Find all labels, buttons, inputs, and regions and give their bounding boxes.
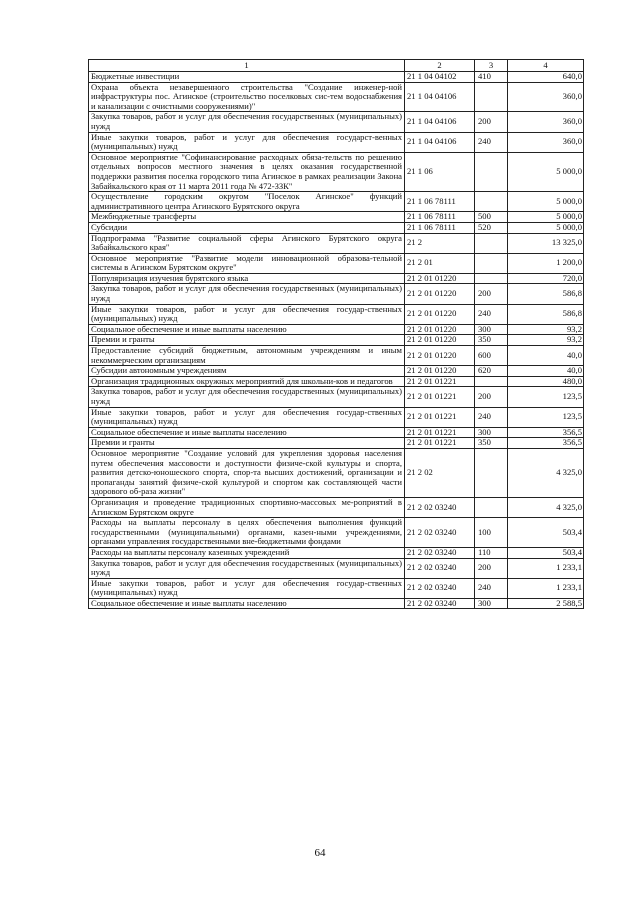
table-row bbox=[89, 233, 584, 253]
row-name: Закупка товаров, работ и услуг для обеспечения государственных (муниципальных) нужд bbox=[89, 387, 405, 407]
row-name: Охрана объекта незавершенного строительства "Создание инженер-ной инфраструктуры пос. Агинское (строительство поселковых сис-тем водоснабжения и канализации с очистными сооружениями)" bbox=[89, 82, 405, 112]
table-row bbox=[89, 438, 584, 449]
row-type: 520 bbox=[475, 222, 508, 233]
row-sum: 586,8 bbox=[508, 304, 584, 324]
row-type: 110 bbox=[475, 547, 508, 558]
row-code: 21 1 04 04102 bbox=[405, 72, 475, 83]
row-sum: 93,2 bbox=[508, 335, 584, 346]
row-type: 240 bbox=[475, 578, 508, 598]
row-name: Расходы на выплаты персоналу в целях обеспечения выполнения функций государственными (муниципальными) органами, казен-ными учреждениями, органами управления государственными вне-бюджетными фондами bbox=[89, 518, 405, 548]
row-name: Предоставление субсидий бюджетным, автономным учреждениям и иным некоммерческим организациям bbox=[89, 346, 405, 366]
row-type bbox=[475, 497, 508, 517]
row-type: 300 bbox=[475, 598, 508, 609]
row-sum: 503,4 bbox=[508, 518, 584, 548]
row-code: 21 2 01 01221 bbox=[405, 376, 475, 387]
row-code: 21 2 01 01220 bbox=[405, 366, 475, 377]
table-body bbox=[89, 72, 584, 609]
row-code: 21 2 01 01220 bbox=[405, 284, 475, 304]
row-sum: 2 588,5 bbox=[508, 598, 584, 609]
row-name: Бюджетные инвестиции bbox=[89, 72, 405, 83]
row-type: 600 bbox=[475, 346, 508, 366]
row-sum: 586,8 bbox=[508, 284, 584, 304]
row-name: Основное мероприятие "Создание условий для укрепления здоровья населения путем обеспечения массовости и доступности физиче-ской культуры и спорта, развития детско-юношеского спорта, спор-та высших достижений, организации и пропаганды занятий физиче-ской культурой и спортом как составляющей части здорового об-раза жизни" bbox=[89, 448, 405, 497]
table-row bbox=[89, 72, 584, 83]
row-name: Организация и проведение традиционных спортивно-массовых ме-роприятий в Агинском Бурятском округе bbox=[89, 497, 405, 517]
table-row bbox=[89, 366, 584, 377]
row-type: 240 bbox=[475, 132, 508, 152]
row-sum: 356,5 bbox=[508, 438, 584, 449]
table-row bbox=[89, 346, 584, 366]
budget-table bbox=[88, 59, 584, 609]
table-row bbox=[89, 192, 584, 212]
row-type bbox=[475, 376, 508, 387]
row-type: 500 bbox=[475, 212, 508, 223]
row-sum: 5 000,0 bbox=[508, 192, 584, 212]
budget-table-sheet bbox=[88, 59, 583, 609]
table-row bbox=[89, 335, 584, 346]
row-code: 21 1 04 04106 bbox=[405, 82, 475, 112]
row-code: 21 1 06 78111 bbox=[405, 192, 475, 212]
row-code: 21 2 01 01220 bbox=[405, 304, 475, 324]
row-name: Осуществление городским округом "Поселок Агинское" функций административного центра Агинского Бурятского округа bbox=[89, 192, 405, 212]
row-type: 350 bbox=[475, 438, 508, 449]
header-col-name: 1 bbox=[89, 60, 405, 72]
row-code: 21 2 01 01220 bbox=[405, 335, 475, 346]
header-row bbox=[89, 60, 584, 72]
row-name: Иные закупки товаров, работ и услуг для обеспечения государ-ственных (муниципальных) нужд bbox=[89, 304, 405, 324]
row-name: Основное мероприятие "Развитие модели инновационной образова-тельной системы в Агинском Бурятском округе" bbox=[89, 253, 405, 273]
row-type bbox=[475, 82, 508, 112]
row-code: 21 2 02 03240 bbox=[405, 578, 475, 598]
row-name: Субсидии bbox=[89, 222, 405, 233]
table-row bbox=[89, 212, 584, 223]
row-sum: 360,0 bbox=[508, 132, 584, 152]
row-code: 21 2 02 03240 bbox=[405, 598, 475, 609]
row-name: Социальное обеспечение и иные выплаты населению bbox=[89, 598, 405, 609]
table-row bbox=[89, 304, 584, 324]
row-code: 21 2 01 01220 bbox=[405, 346, 475, 366]
table-row bbox=[89, 132, 584, 152]
table-row bbox=[89, 273, 584, 284]
row-sum: 720,0 bbox=[508, 273, 584, 284]
table-row bbox=[89, 407, 584, 427]
row-name: Социальное обеспечение и иные выплаты населению bbox=[89, 324, 405, 335]
row-sum: 503,4 bbox=[508, 547, 584, 558]
row-sum: 4 325,0 bbox=[508, 497, 584, 517]
row-name: Премии и гранты bbox=[89, 335, 405, 346]
row-code: 21 2 01 01221 bbox=[405, 407, 475, 427]
row-type bbox=[475, 152, 508, 191]
row-name: Иные закупки товаров, работ и услуг для обеспечения государст-венных (муниципальных) нужд bbox=[89, 132, 405, 152]
row-type: 200 bbox=[475, 558, 508, 578]
table-row bbox=[89, 222, 584, 233]
row-type: 240 bbox=[475, 304, 508, 324]
row-type: 200 bbox=[475, 112, 508, 132]
row-sum: 123,5 bbox=[508, 387, 584, 407]
row-code: 21 1 04 04106 bbox=[405, 132, 475, 152]
row-type: 240 bbox=[475, 407, 508, 427]
row-sum: 4 325,0 bbox=[508, 448, 584, 497]
row-name: Межбюджетные трансферты bbox=[89, 212, 405, 223]
row-code: 21 1 04 04106 bbox=[405, 112, 475, 132]
row-type: 100 bbox=[475, 518, 508, 548]
row-sum: 640,0 bbox=[508, 72, 584, 83]
row-name: Расходы на выплаты персоналу казенных учреждений bbox=[89, 547, 405, 558]
row-sum: 40,0 bbox=[508, 346, 584, 366]
header-col-code: 2 bbox=[405, 60, 475, 72]
row-code: 21 2 01 bbox=[405, 253, 475, 273]
header-col-type: 3 bbox=[475, 60, 508, 72]
table-row bbox=[89, 387, 584, 407]
row-code: 21 2 02 03240 bbox=[405, 558, 475, 578]
row-type: 300 bbox=[475, 427, 508, 438]
row-name: Популяризация изучения бурятского языка bbox=[89, 273, 405, 284]
row-sum: 480,0 bbox=[508, 376, 584, 387]
row-name: Закупка товаров, работ и услуг для обеспечения государственных (муниципальных) нужд bbox=[89, 112, 405, 132]
page-number: 64 bbox=[314, 847, 326, 859]
row-name: Социальное обеспечение и иные выплаты населению bbox=[89, 427, 405, 438]
table-row bbox=[89, 598, 584, 609]
row-code: 21 1 06 bbox=[405, 152, 475, 191]
row-sum: 123,5 bbox=[508, 407, 584, 427]
table-row bbox=[89, 497, 584, 517]
row-name: Премии и гранты bbox=[89, 438, 405, 449]
row-type: 410 bbox=[475, 72, 508, 83]
row-sum: 93,2 bbox=[508, 324, 584, 335]
row-name: Закупка товаров, работ и услуг для обеспечения государственных (муниципальных) нужд bbox=[89, 558, 405, 578]
row-sum: 5 000,0 bbox=[508, 222, 584, 233]
row-name: Основное мероприятие "Софинансирование расходных обяза-тельств по решению отдельных вопросов местного значения в целях оказания государственной поддержки развития поселка городского типа Агинское в рамках реализации Закона Забайкальского края от 11 марта 2011 года № 472-ЗЗК" bbox=[89, 152, 405, 191]
row-sum: 360,0 bbox=[508, 112, 584, 132]
table-row bbox=[89, 253, 584, 273]
table-row bbox=[89, 578, 584, 598]
row-code: 21 2 02 03240 bbox=[405, 497, 475, 517]
row-type bbox=[475, 253, 508, 273]
row-sum: 13 325,0 bbox=[508, 233, 584, 253]
table-row bbox=[89, 558, 584, 578]
row-code: 21 1 06 78111 bbox=[405, 212, 475, 223]
row-type bbox=[475, 192, 508, 212]
table-row bbox=[89, 518, 584, 548]
row-type: 200 bbox=[475, 284, 508, 304]
row-type: 200 bbox=[475, 387, 508, 407]
row-type: 300 bbox=[475, 324, 508, 335]
row-type: 350 bbox=[475, 335, 508, 346]
row-type bbox=[475, 233, 508, 253]
row-code: 21 2 01 01221 bbox=[405, 387, 475, 407]
row-name: Иные закупки товаров, работ и услуг для обеспечения государ-ственных (муниципальных) нужд bbox=[89, 407, 405, 427]
row-sum: 5 000,0 bbox=[508, 212, 584, 223]
row-sum: 1 233,1 bbox=[508, 578, 584, 598]
row-sum: 360,0 bbox=[508, 82, 584, 112]
row-code: 21 2 02 bbox=[405, 448, 475, 497]
row-name: Подпрограмма "Развитие социальной сферы Агинского Бурятского округа Забайкальского края" bbox=[89, 233, 405, 253]
row-code: 21 2 02 03240 bbox=[405, 547, 475, 558]
row-sum: 5 000,0 bbox=[508, 152, 584, 191]
table-row bbox=[89, 376, 584, 387]
table-row bbox=[89, 82, 584, 112]
table-row bbox=[89, 448, 584, 497]
row-code: 21 2 02 03240 bbox=[405, 518, 475, 548]
row-sum: 1 233,1 bbox=[508, 558, 584, 578]
row-type bbox=[475, 448, 508, 497]
table-row bbox=[89, 112, 584, 132]
row-code: 21 1 06 78111 bbox=[405, 222, 475, 233]
header-col-sum: 4 bbox=[508, 60, 584, 72]
row-type: 620 bbox=[475, 366, 508, 377]
table-row bbox=[89, 152, 584, 191]
row-type bbox=[475, 273, 508, 284]
row-name: Иные закупки товаров, работ и услуг для обеспечения государ-ственных (муниципальных) нужд bbox=[89, 578, 405, 598]
row-name: Субсидии автономным учреждениям bbox=[89, 366, 405, 377]
table-row bbox=[89, 427, 584, 438]
row-sum: 40,0 bbox=[508, 366, 584, 377]
row-name: Организация традиционных окружных мероприятий для школьни-ков и педагогов bbox=[89, 376, 405, 387]
row-code: 21 2 01 01220 bbox=[405, 273, 475, 284]
row-sum: 1 200,0 bbox=[508, 253, 584, 273]
row-code: 21 2 bbox=[405, 233, 475, 253]
row-code: 21 2 01 01221 bbox=[405, 438, 475, 449]
row-code: 21 2 01 01220 bbox=[405, 324, 475, 335]
table-row bbox=[89, 284, 584, 304]
table-row bbox=[89, 547, 584, 558]
table-row bbox=[89, 324, 584, 335]
row-sum: 356,5 bbox=[508, 427, 584, 438]
row-code: 21 2 01 01221 bbox=[405, 427, 475, 438]
row-name: Закупка товаров, работ и услуг для обеспечения государственных (муниципальных) нужд bbox=[89, 284, 405, 304]
